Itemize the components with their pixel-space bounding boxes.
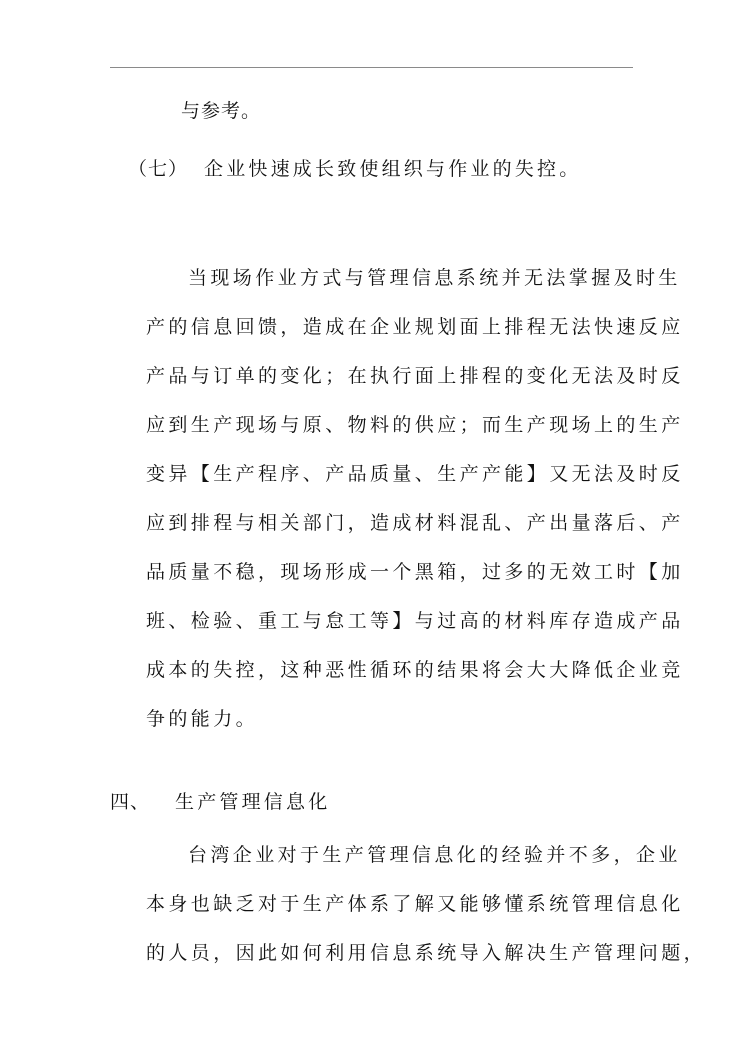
paragraph-one-line: 争的能力。 — [146, 708, 259, 730]
lead-in-text: 与参考。 — [181, 100, 262, 122]
header-rule — [110, 67, 633, 68]
section-four-marker: 四、 — [110, 791, 151, 813]
paragraph-one-line: 班、检验、重工与怠工等】与过高的材料库存造成产品 — [146, 610, 684, 632]
paragraph-one-line: 应到生产现场与原、物料的供应；而生产现场上的生产 — [146, 414, 684, 436]
paragraph-one-line: 应到排程与相关部门，造成材料混乱、产出量落后、产 — [146, 512, 684, 534]
paragraph-two-line: 本身也缺乏对于生产体系了解又能够懂系统管理信息化 — [146, 893, 684, 915]
paragraph-one-line: 成本的失控，这种恶性循环的结果将会大大降低企业竞 — [146, 659, 684, 681]
paragraph-one-line: 产品与订单的变化；在执行面上排程的变化无法及时反 — [146, 365, 684, 387]
section-four-title: 生产管理信息化 — [175, 791, 331, 813]
paragraph-one-line: 品质量不稳，现场形成一个黑箱，过多的无效工时【加 — [146, 561, 684, 583]
paragraph-one-line: 变异【生产程序、产品质量、生产产能】又无法及时反 — [146, 463, 684, 485]
paragraph-one-line: 当现场作业方式与管理信息系统并无法掌握及时生 — [188, 267, 681, 289]
item-seven-text: 企业快速成长致使组织与作业的失控。 — [204, 158, 582, 180]
paragraph-two-line: 的人员，因此如何利用信息系统导入解决生产管理问题， — [146, 942, 707, 964]
item-seven-marker: （七） — [128, 158, 189, 180]
paragraph-two-line: 台湾企业对于生产管理信息化的经验并不多，企业 — [188, 844, 681, 866]
paragraph-one-line: 产的信息回馈，造成在企业规划面上排程无法快速反应 — [146, 316, 684, 338]
